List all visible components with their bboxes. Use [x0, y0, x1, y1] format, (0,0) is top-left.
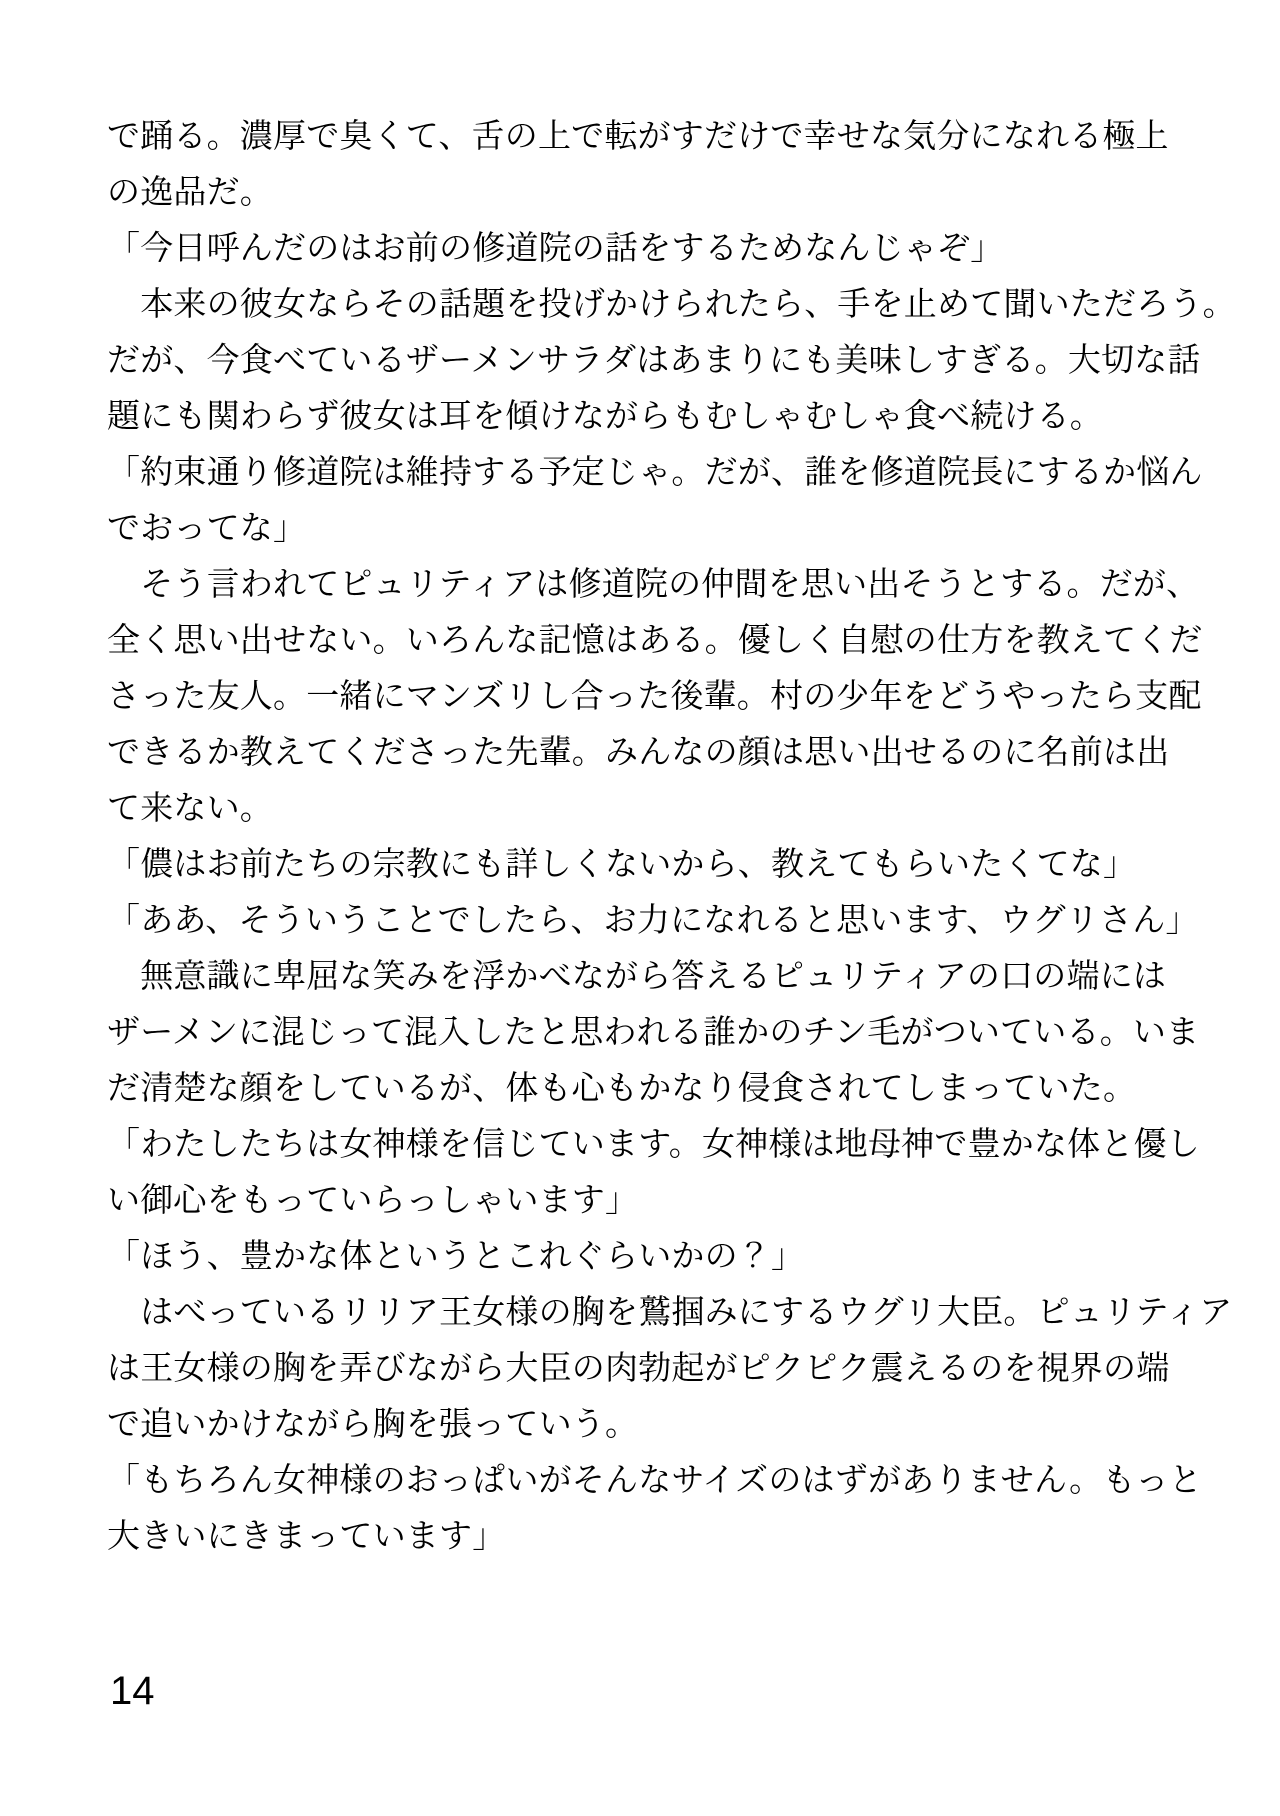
- text-line: 「儂はお前たちの宗教にも詳しくないから、教えてもらいたくてな」: [107, 845, 1137, 882]
- text-line: 「ああ、そういうことでしたら、お力になれると思います、ウグリさん」: [107, 901, 1199, 938]
- text-line: て来ない。: [107, 789, 273, 826]
- text-line: だ清楚な顔をしているが、体も心もかなり侵食されてしまっていた。: [107, 1069, 1137, 1106]
- text-line: で追いかけながら胸を張っていう。: [107, 1405, 639, 1442]
- text-line: 題にも関わらず彼女は耳を傾けながらもむしゃむしゃ食べ続ける。: [107, 397, 1103, 434]
- text-line: でおってな」: [107, 509, 307, 546]
- body-text: [107, 108, 1236, 1564]
- text-line: 本来の彼女ならその話題を投げかけられたら、手を止めて聞いただろう。: [107, 285, 1236, 322]
- text-line: さった友人。一緒にマンズリし合った後輩。村の少年をどうやったら支配: [107, 677, 1202, 714]
- text-line: 「ほう、豊かな体というとこれぐらいかの？」: [107, 1237, 805, 1274]
- text-line: 「わたしたちは女神様を信じています。女神様は地母神で豊かな体と優し: [107, 1125, 1200, 1162]
- text-line: で踊る。濃厚で臭くて、舌の上で転がすだけで幸せな気分になれる極上: [107, 117, 1169, 154]
- text-line: 「約束通り修道院は維持する予定じゃ。だが、誰を修道院長にするか悩ん: [107, 453, 1203, 490]
- text-line: 無意識に卑屈な笑みを浮かべながら答えるピュリティアの口の端には: [107, 957, 1167, 994]
- text-line: 「もちろん女神様のおっぱいがそんなサイズのはずがありません。もっと: [107, 1461, 1202, 1498]
- text-line: 全く思い出せない。いろんな記憶はある。優しく自慰の仕方を教えてくだ: [107, 621, 1203, 658]
- text-line: そう言われてピュリティアは修道院の仲間を思い出そうとする。だが、: [107, 565, 1200, 602]
- text-line: の逸品だ。: [107, 173, 273, 210]
- page-number: 14: [110, 1669, 155, 1713]
- text-line: い御心をもっていらっしゃいます」: [107, 1181, 639, 1218]
- text-line: 「今日呼んだのはお前の修道院の話をするためなんじゃぞ」: [107, 229, 1004, 266]
- text-line: はべっているリリア王女様の胸を鷲掴みにするウグリ大臣。ピュリティア: [107, 1293, 1233, 1330]
- text-line: ザーメンに混じって混入したと思われる誰かのチン毛がついている。いま: [107, 1013, 1200, 1050]
- text-line: 大きいにきまっています」: [107, 1517, 506, 1554]
- text-line: できるか教えてくださった先輩。みんなの顔は思い出せるのに名前は出: [107, 733, 1170, 770]
- text-line: は王女様の胸を弄びながら大臣の肉勃起がピクピク震えるのを視界の端: [107, 1349, 1170, 1386]
- text-line: だが、今食べているザーメンサラダはあまりにも美味しすぎる。大切な話: [107, 341, 1201, 378]
